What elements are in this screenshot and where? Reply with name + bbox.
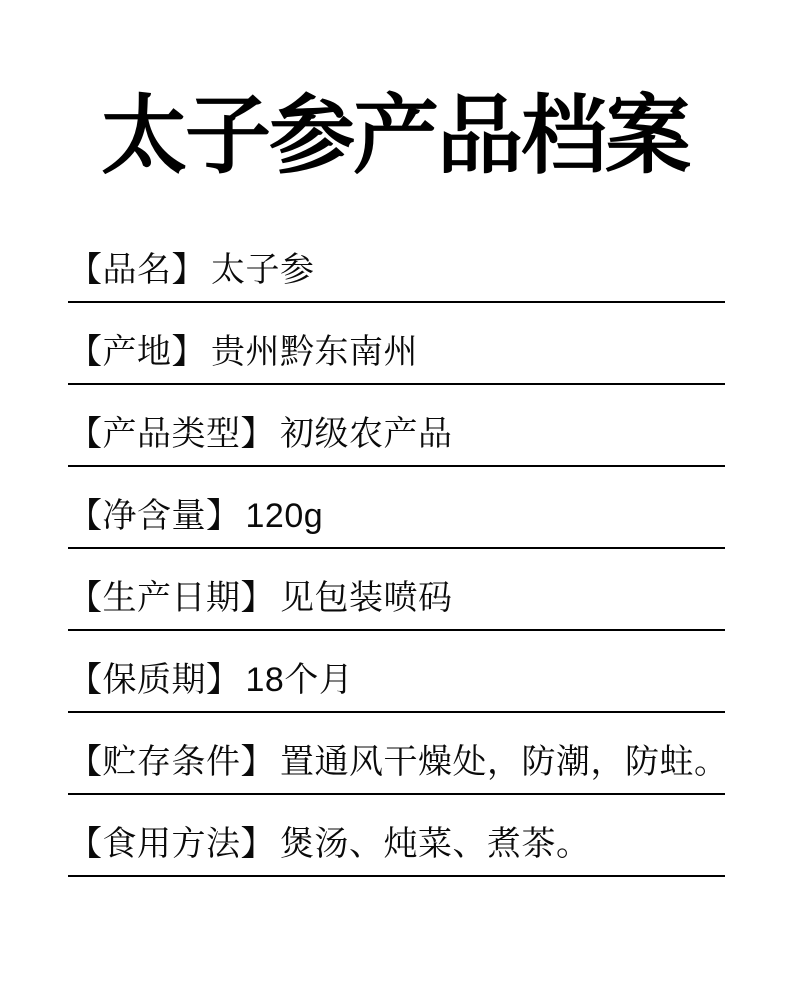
field-row-storage-conditions bbox=[68, 713, 729, 795]
field-row-product-type bbox=[68, 385, 725, 467]
field-row-shelf-life bbox=[68, 631, 725, 713]
field-row-product-name bbox=[68, 221, 725, 303]
field-label: 【净含量】 bbox=[68, 497, 241, 536]
field-row-net-weight bbox=[68, 467, 725, 549]
page-title: 太子参产品档案 bbox=[101, 88, 689, 184]
field-value: 初级农产品 bbox=[280, 415, 453, 454]
field-label: 【保质期】 bbox=[68, 661, 241, 700]
field-value: 贵州黔东南州 bbox=[211, 333, 418, 372]
field-label: 【品名】 bbox=[68, 251, 206, 290]
field-list bbox=[68, 221, 729, 877]
field-label: 【贮存条件】 bbox=[68, 743, 275, 782]
field-label: 【产品类型】 bbox=[68, 415, 275, 454]
field-label: 【产地】 bbox=[68, 333, 206, 372]
field-row-production-date bbox=[68, 549, 725, 631]
field-value: 18个月 bbox=[245, 661, 354, 700]
field-row-origin bbox=[68, 303, 725, 385]
field-value: 120g bbox=[245, 497, 324, 536]
field-value: 太子参 bbox=[211, 251, 315, 290]
field-value: 煲汤、炖菜、煮茶。 bbox=[280, 825, 591, 864]
field-value: 置通风干燥处，防潮，防蛀。 bbox=[280, 743, 729, 782]
field-row-usage-method bbox=[68, 795, 725, 877]
field-value: 见包装喷码 bbox=[280, 579, 453, 618]
field-label: 【生产日期】 bbox=[68, 579, 275, 618]
field-label: 【食用方法】 bbox=[68, 825, 275, 864]
